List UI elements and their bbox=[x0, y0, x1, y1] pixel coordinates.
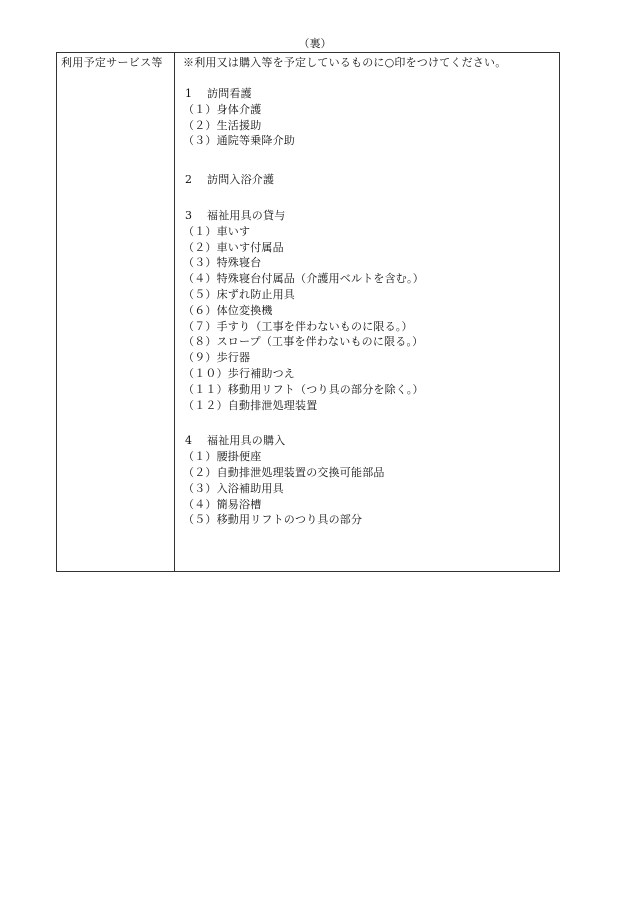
section-equipment-rental bbox=[183, 208, 559, 413]
section-equipment-purchase bbox=[183, 433, 559, 528]
list-item[interactable]: （３）通院等乗降介助 bbox=[183, 134, 295, 148]
section-home-bathing bbox=[183, 172, 559, 188]
instruction-note: ※利用又は購入等を予定しているものに○印をつけてください。 bbox=[183, 56, 507, 69]
section-number: 2 bbox=[185, 173, 193, 187]
list-item[interactable]: （１）腰掛便座 bbox=[183, 450, 262, 464]
section-title-text: 訪問看護 bbox=[207, 87, 252, 100]
list-item[interactable]: （７）手すり（工事を伴わないものに限る。） bbox=[183, 319, 413, 333]
list-item[interactable]: （８）スロープ（工事を伴わないものに限る。） bbox=[183, 335, 424, 349]
section-number: 4 bbox=[185, 434, 193, 448]
list-item[interactable]: （５）移動用リフトのつり具の部分 bbox=[183, 513, 363, 527]
section-title bbox=[183, 208, 559, 224]
service-table bbox=[56, 52, 560, 572]
section-title-text: 福祉用具の貸与 bbox=[207, 208, 286, 222]
list-item[interactable]: （６）体位変換機 bbox=[183, 303, 273, 317]
section-title[interactable] bbox=[183, 172, 559, 188]
service-label-cell: 利用予定サービス等 bbox=[57, 53, 175, 571]
list-item[interactable]: （２）自動排泄処理装置の交換可能部品 bbox=[183, 465, 385, 479]
list-item[interactable]: （１２）自動排泄処理装置 bbox=[183, 398, 318, 412]
list-item[interactable]: （３）入浴補助用具 bbox=[183, 481, 284, 495]
list-item[interactable]: （９）歩行器 bbox=[183, 351, 251, 365]
list-item[interactable]: （５）床ずれ防止用具 bbox=[183, 287, 295, 301]
section-title-text: 訪問入浴介護 bbox=[207, 173, 275, 187]
section-number: 1 bbox=[185, 87, 193, 100]
section-home-nursing bbox=[183, 86, 559, 149]
list-item[interactable]: （２）車いす付属品 bbox=[183, 240, 284, 254]
list-item[interactable]: （４）特殊寝台付属品（介護用ベルトを含む。） bbox=[183, 272, 424, 286]
section-title-text: 福祉用具の購入 bbox=[207, 434, 286, 448]
list-item[interactable]: （１）車いす bbox=[183, 224, 251, 238]
list-item[interactable]: （１１）移動用リフト（つり具の部分を除く。） bbox=[183, 382, 424, 396]
page-heading: （裏） bbox=[298, 37, 332, 50]
list-item[interactable]: （４）簡易浴槽 bbox=[183, 497, 262, 511]
section-number: 3 bbox=[185, 208, 193, 222]
list-item[interactable]: （２）生活援助 bbox=[183, 118, 262, 132]
service-content-cell bbox=[175, 53, 559, 571]
list-item[interactable]: （１０）歩行補助つえ bbox=[183, 366, 295, 380]
section-title bbox=[183, 86, 559, 102]
list-item[interactable]: （３）特殊寝台 bbox=[183, 256, 262, 270]
list-item[interactable]: （１）身体介護 bbox=[183, 102, 262, 116]
section-title bbox=[183, 433, 559, 449]
